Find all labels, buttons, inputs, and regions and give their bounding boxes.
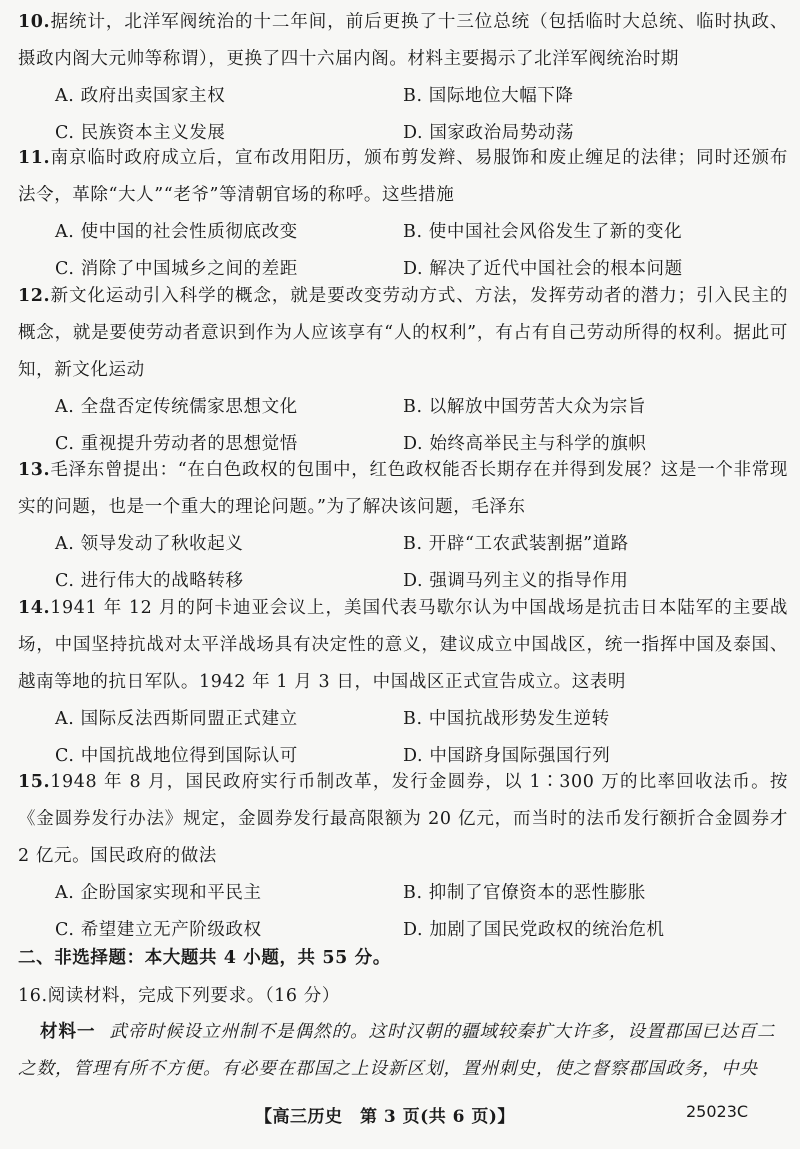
- material-label: 材料一: [40, 1022, 96, 1042]
- option-a: A. 国际反法西斯同盟正式建立: [55, 709, 298, 729]
- question-number: 12.: [18, 286, 51, 306]
- option-b: B. 以解放中国劳苦大众为宗旨: [403, 397, 646, 417]
- question-stem: 16.阅读材料，完成下列要求。（16 分）: [18, 986, 341, 1006]
- question-11: [18, 140, 788, 288]
- options: [18, 526, 788, 600]
- option-a: A. 企盼国家实现和平民主: [55, 883, 262, 903]
- section-heading: 二、非选择题：本大题共 4 小题，共 55 分。: [18, 948, 391, 968]
- question-stem: 南京临时政府成立后，宣布改用阳历，颁布剪发辫、易服饰和废止缠足的法律；同时还颁布法令，革除“大人”“老爷”等清朝官场的称呼。这些措施: [18, 148, 788, 205]
- question-12: [18, 278, 788, 463]
- option-c: C. 重视提升劳动者的思想觉悟: [55, 434, 298, 454]
- question-stem: 新文化运动引入科学的概念，就是要改变劳动方式、方法，发挥劳动者的潜力；引入民主的概念，就是要使劳动者意识到作为人应该享有“人的权利”，有占有自己劳动所得的权利。据此可知，新文化运动: [18, 286, 788, 380]
- option-b: B. 国际地位大幅下降: [403, 86, 574, 106]
- option-b: B. 开辟“工农武装割据”道路: [403, 534, 629, 554]
- options: [18, 875, 788, 949]
- question-14: [18, 590, 788, 775]
- question-15: [18, 764, 788, 949]
- option-c: C. 消除了中国城乡之间的差距: [55, 259, 298, 279]
- question-number: 13.: [18, 460, 51, 480]
- question-stem: 据统计，北洋军阀统治的十二年间，前后更换了十三位总统（包括临时大总统、临时执政、摄政内阁大元帅等称谓），更换了四十六届内阁。材料主要揭示了北洋军阀统治时期: [18, 12, 788, 69]
- option-c: C. 希望建立无产阶级政权: [55, 920, 262, 940]
- material-one: [18, 1014, 788, 1088]
- question-stem: 1941 年 12 月的阿卡迪亚会议上，美国代表马歇尔认为中国战场是抗击日本陆军的主要战场，中国坚持抗战对太平洋战场具有决定性的意义，建议成立中国战区，统一指挥中国及泰国、越南等地的抗日军队。1942 年 1 月 3 日，中国战区正式宣告成立。这表明: [18, 598, 788, 692]
- option-b: B. 抑制了官僚资本的恶性膨胀: [403, 883, 646, 903]
- option-a: A. 全盘否定传统儒家思想文化: [55, 397, 298, 417]
- option-b: B. 中国抗战形势发生逆转: [403, 709, 610, 729]
- option-d: D. 解决了近代中国社会的根本问题: [403, 259, 683, 279]
- option-b: B. 使中国社会风俗发生了新的变化: [403, 222, 683, 242]
- options: [18, 214, 788, 288]
- exam-code: 25023C: [686, 1102, 749, 1121]
- option-d: D. 强调马列主义的指导作用: [403, 571, 629, 591]
- option-c: C. 中国抗战地位得到国际认可: [55, 746, 298, 766]
- question-13: [18, 452, 788, 600]
- option-d: D. 加剧了国民党政权的统治危机: [403, 920, 665, 940]
- question-number: 10.: [18, 12, 51, 32]
- question-number: 11.: [18, 148, 51, 168]
- page-footer: [0, 1102, 800, 1132]
- question-16: [18, 978, 788, 1015]
- page-number-label: 【高三历史 第 3 页(共 6 页)】: [255, 1107, 515, 1127]
- option-d: D. 始终高举民主与科学的旗帜: [403, 434, 647, 454]
- question-10: [18, 4, 788, 152]
- question-stem: 毛泽东曾提出：“在白色政权的包围中，红色政权能否长期存在并得到发展？这是一个非常现实的问题，也是一个重大的理论问题。”为了解决该问题，毛泽东: [18, 460, 788, 517]
- option-a: A. 使中国的社会性质彻底改变: [55, 222, 298, 242]
- question-stem: 1948 年 8 月，国民政府实行币制改革，发行金圆券，以 1∶300 万的比率回收法币。按《金圆券发行办法》规定，金圆券发行最高限额为 20 亿元，而当时的法币发行额折合金圆券才 2 亿元。国民政府的做法: [18, 772, 788, 866]
- question-number: 14.: [18, 598, 51, 618]
- question-number: 15.: [18, 772, 51, 792]
- option-d: D. 中国跻身国际强国行列: [403, 746, 611, 766]
- option-d: D. 国家政治局势动荡: [403, 123, 575, 143]
- material-text: 武帝时候设立州制不是偶然的。这时汉朝的疆域较秦扩大许多，设置郡国已达百二之数，管理有所不方便。有必要在郡国之上设新区划，置州刺史，使之督察郡国政务，中央: [18, 1022, 776, 1079]
- option-c: C. 民族资本主义发展: [55, 123, 226, 143]
- option-a: A. 领导发动了秋收起义: [55, 534, 244, 554]
- option-c: C. 进行伟大的战略转移: [55, 571, 244, 591]
- option-a: A. 政府出卖国家主权: [55, 86, 226, 106]
